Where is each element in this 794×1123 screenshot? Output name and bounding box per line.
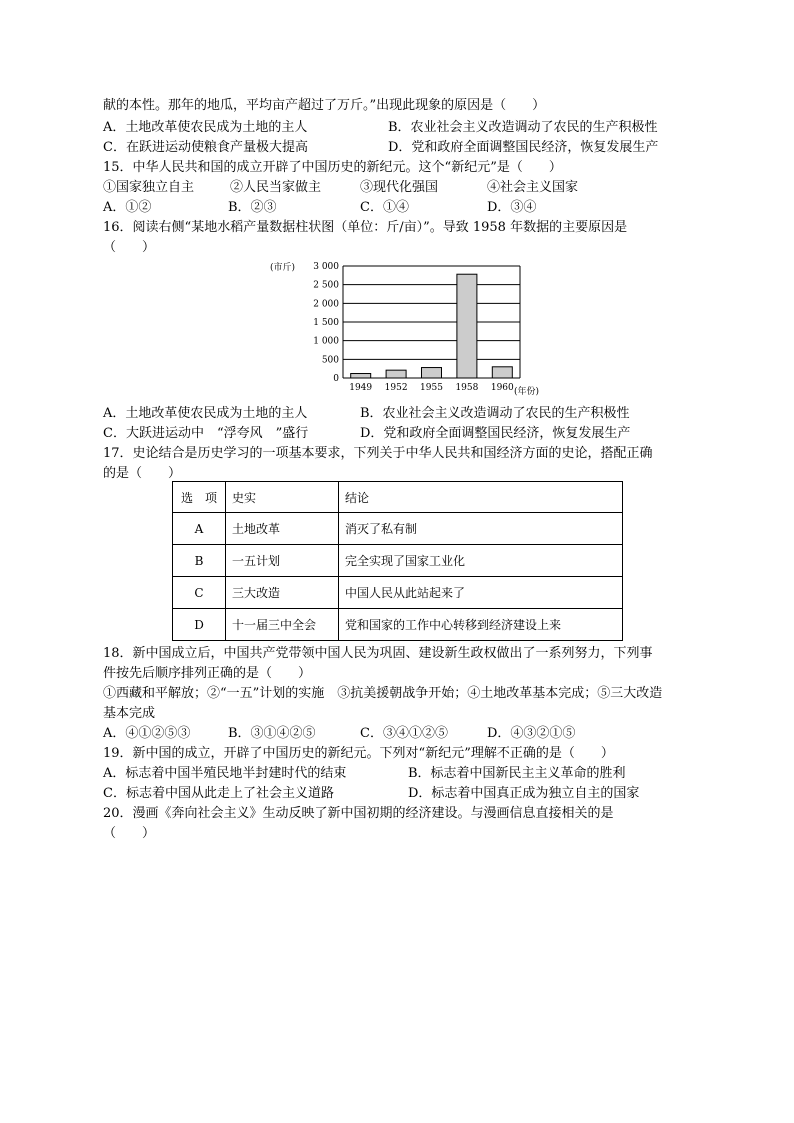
y-tick-label: 0 xyxy=(333,374,339,384)
q19-option-c: C．标志着中国从此走上了社会主义道路 xyxy=(103,786,334,801)
table-cell: 消灭了私有制 xyxy=(339,513,623,545)
y-tick-label: 3 000 xyxy=(313,262,339,272)
y-tick-label: 1 000 xyxy=(313,336,339,347)
q18-stem: 18．新中国成立后，中国共产党带领中国人民为巩固、建设新生政权做出了一系列努力，下列事 xyxy=(103,646,653,661)
table-cell: 中国人民从此站起来了 xyxy=(339,577,623,609)
table-cell: A xyxy=(173,513,226,545)
q17-table xyxy=(172,481,623,641)
q14-option-d: D．党和政府全面调整国民经济，恢复发展生产 xyxy=(388,140,659,155)
table-header-cell: 选 项 xyxy=(173,482,226,513)
q18-stem-2: 件按先后顺序排列正确的是（ ） xyxy=(103,666,312,681)
table-cell: B xyxy=(173,545,226,577)
x-tick-label: 1960 xyxy=(490,383,514,393)
q18-items-tail: 基本完成 xyxy=(103,706,156,721)
q16-stem: 16．阅读右侧“某地水稻产量数据柱状图（单位：斤/亩）”。导致 1958 年数据的主要原因是 xyxy=(103,220,628,235)
q16-paren: （ ） xyxy=(103,240,156,255)
table-row xyxy=(173,513,623,545)
table-row xyxy=(173,577,623,609)
bar-1952 xyxy=(386,370,406,378)
q14-option-b: B．农业社会主义改造调动了农民的生产积极性 xyxy=(388,120,658,135)
rice-yield-bar-chart xyxy=(268,258,558,398)
q15-option-a: A．①② xyxy=(103,200,152,215)
bar-1960 xyxy=(492,367,512,378)
q17-stem-tail: 的是（ ） xyxy=(103,466,182,481)
y-tick-label: 500 xyxy=(321,355,339,366)
table-cell: 三大改造 xyxy=(226,577,339,609)
q15-option-d: D．③④ xyxy=(487,200,537,215)
q15-option-c: C．①④ xyxy=(360,200,409,215)
bar-1949 xyxy=(351,374,371,378)
q18-option-b: B．③①④②⑤ xyxy=(228,726,316,741)
q15-item-1: ①国家独立自主 xyxy=(103,180,195,195)
q16-option-c: C．大跃进运动中 “浮夸风 ”盛行 xyxy=(103,426,309,441)
y-tick-label: 2 000 xyxy=(313,299,339,310)
q18-option-c: C．③④①②⑤ xyxy=(360,726,448,741)
x-axis-unit-label: (年份) xyxy=(514,387,540,397)
y-grid xyxy=(343,266,520,378)
x-tick-label: 1955 xyxy=(420,383,443,393)
table-header-cell: 史实 xyxy=(226,482,339,513)
q20-paren: （ ） xyxy=(103,826,156,841)
q18-option-a: A．④①②⑤③ xyxy=(103,726,191,741)
q19-stem: 19．新中国的成立，开辟了中国历史的新纪元。下列对“新纪元”理解不正确的是（ ） xyxy=(103,746,614,761)
q15-item-3: ③现代化强国 xyxy=(360,180,439,195)
table-cell: C xyxy=(173,577,226,609)
y-tick-label: 2 500 xyxy=(313,280,339,291)
x-tick-labels xyxy=(349,383,514,393)
table-cell: 完全实现了国家工业化 xyxy=(339,545,623,577)
q14-option-a: A．土地改革使农民成为土地的主人 xyxy=(103,120,308,135)
x-tick-label: 1949 xyxy=(349,383,373,393)
q15-item-2: ②人民当家做主 xyxy=(230,180,322,195)
table-header-row xyxy=(173,482,623,513)
table-cell: 党和国家的工作中心转移到经济建设上来 xyxy=(339,609,623,641)
q19-option-b: B．标志着中国新民主主义革命的胜利 xyxy=(408,766,626,781)
y-axis-unit-label: (市斤) xyxy=(270,263,296,273)
q15-stem: 15．中华人民共和国的成立开辟了中国历史的新纪元。这个“新纪元”是（ ） xyxy=(103,160,562,175)
q17-stem: 17．史论结合是历史学习的一项基本要求，下列关于中华人民共和国经济方面的史论，搭配正确 xyxy=(103,446,653,461)
bar-1955 xyxy=(422,368,442,378)
table-cell: 十一届三中全会 xyxy=(226,609,339,641)
x-tick-label: 1952 xyxy=(384,383,408,393)
q16-option-d: D．党和政府全面调整国民经济，恢复发展生产 xyxy=(360,426,631,441)
q16-option-b: B．农业社会主义改造调动了农民的生产积极性 xyxy=(360,406,630,421)
q20-stem: 20．漫画《奔向社会主义》生动反映了新中国初期的经济建设。与漫画信息直接相关的是 xyxy=(103,806,614,821)
q19-option-a: A．标志着中国半殖民地半封建时代的结束 xyxy=(103,766,347,781)
table-row xyxy=(173,609,623,641)
table-cell: D xyxy=(173,609,226,641)
q14-stem-tail: 献的本性。那年的地瓜，平均亩产超过了万斤。”出现此现象的原因是（ ） xyxy=(103,98,546,113)
q15-option-b: B．②③ xyxy=(228,200,277,215)
q16-option-a: A．土地改革使农民成为土地的主人 xyxy=(103,406,308,421)
table-row xyxy=(173,545,623,577)
x-tick-label: 1958 xyxy=(455,383,479,393)
q18-items: ①西藏和平解放；②“一五”计划的实施 ③抗美援朝战争开始；④土地改革基本完成；⑤三大改造 xyxy=(103,686,663,701)
table-cell: 一五计划 xyxy=(226,545,339,577)
q14-option-c: C．在跃进运动使粮食产量极大提高 xyxy=(103,140,308,155)
table-cell: 土地改革 xyxy=(226,513,339,545)
y-tick-labels xyxy=(313,262,339,384)
y-tick-label: 1 500 xyxy=(313,318,339,328)
bar-1958 xyxy=(457,274,477,378)
q15-item-4: ④社会主义国家 xyxy=(487,180,579,195)
q19-option-d: D．标志着中国真正成为独立自主的国家 xyxy=(408,786,640,801)
bars xyxy=(351,274,513,378)
table-header-cell: 结论 xyxy=(339,482,623,513)
q18-option-d: D．④③②①⑤ xyxy=(487,726,576,741)
